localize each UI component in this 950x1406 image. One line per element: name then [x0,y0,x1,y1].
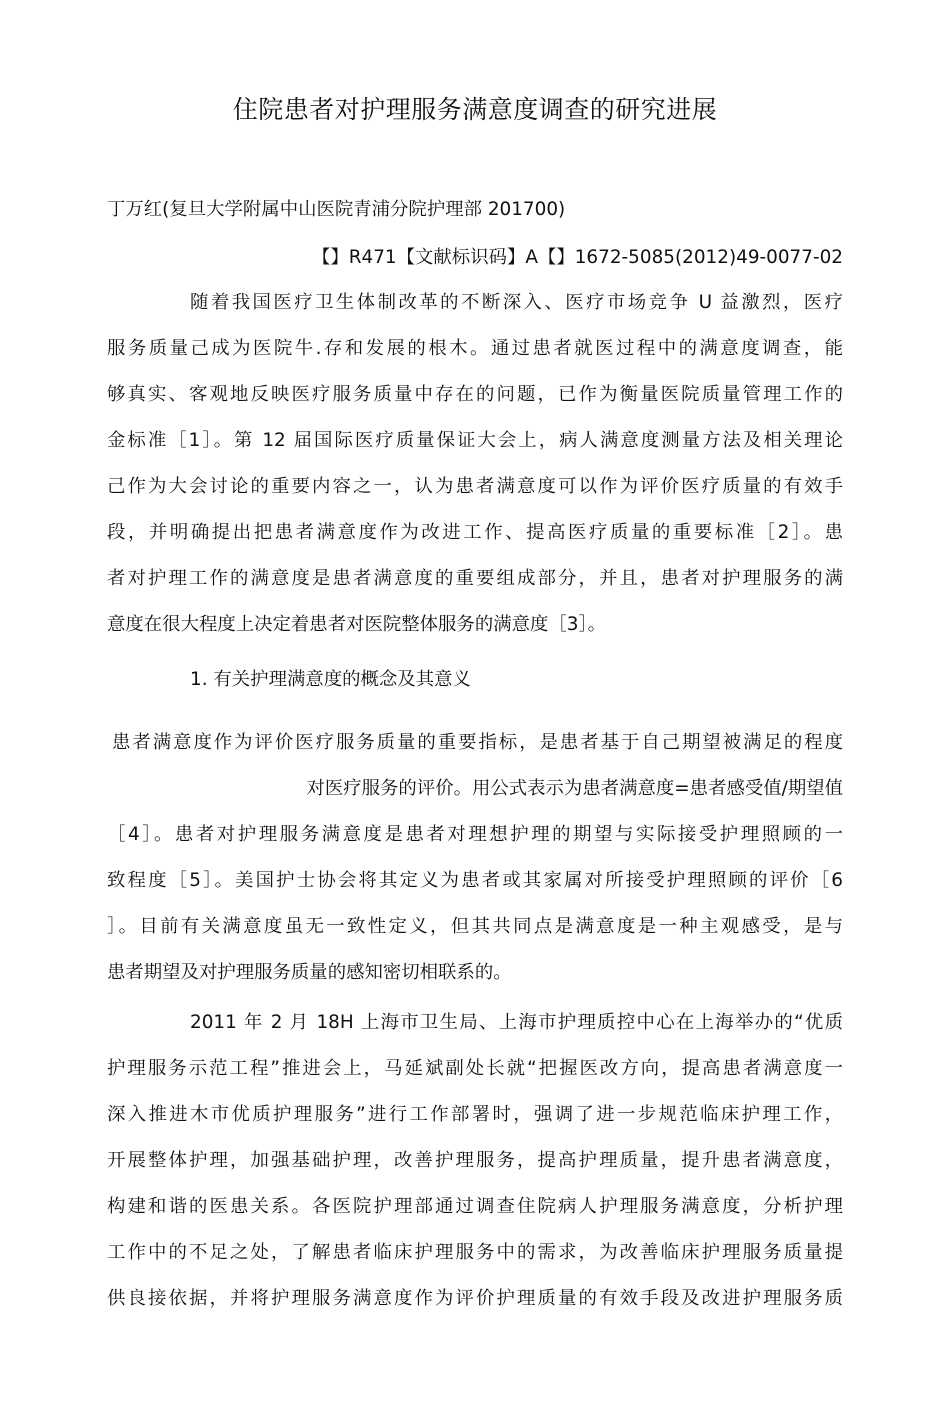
paragraph-line: 者对护理工作的满意度是患者满意度的重要组成部分，并且，患者对护理服务的满 [107,568,843,589]
paragraph-line: 对医疗服务的评价。用公式表示为患者满意度=患者感受值/期望值 [306,778,843,799]
paragraph-line: 工作中的不足之处，了解患者临床护理服务中的需求，为改善临床护理服务质量提 [107,1242,843,1263]
paragraph-line: 患者期望及对护理服务质量的感知密切相联系的。 [107,962,512,983]
paragraph-line: 致程度［5］。美国护士协会将其定义为患者或其家属对所接受护理照顾的评价［6 [107,870,843,891]
document-title: 住院患者对护理服务满意度调查的研究进展 [232,95,718,124]
classification-line: 【】R471【文献标识码】A【】1672-5085(2012)49-0077-02 [311,247,843,268]
paragraph-line: 构建和谐的医患关系。各医院护理部通过调查住院病人护理服务满意度，分析护理 [107,1196,843,1217]
paragraph-line: 开展整体护理，加强基础护理，改善护理服务，提高护理质量，提升患者满意度， [107,1150,843,1171]
paragraph-line: 深入推进木市优质护理服务”进行工作部署时，强调了进一步规范临床护理工作， [107,1104,843,1125]
paragraph-line: 金标准［1］。第 12 届国际医疗质量保证大会上，病人满意度测量方法及相关理论 [107,430,843,451]
paragraph-line: 服务质量己成为医院牛.存和发展的根木。通过患者就医过程中的满意度调查，能 [107,338,843,359]
paragraph-line: 护理服务示范工程”推进会上，马延斌副处长就“把握医改方向，提高患者满意度一 [107,1058,843,1079]
paragraph-line: 2011 年 2 月 18H 上海市卫生局、上海市护理质控中心在上海举办的“优质 [190,1012,843,1033]
section-heading: 1. 有关护理满意度的概念及其意义 [190,669,471,690]
paragraph-line: ［4］。患者对护理服务满意度是患者对理想护理的期望与实际接受护理照顾的一 [107,824,843,845]
author-affiliation: 丁万红(复旦大学附属中山医院青浦分院护理部 201700) [107,199,566,220]
paragraph-line: 己作为大会讨论的重要内容之一，认为患者满意度可以作为评价医疗质量的有效手 [107,476,843,497]
paragraph-line: 够真实、客观地反映医疗服务质量中存在的问题，已作为衡量医院质量管理工作的 [107,384,843,405]
paragraph-line: 随着我国医疗卫生体制改革的不断深入、医疗市场竞争 U 益激烈，医疗 [190,292,843,313]
paragraph-line: 供良接依据，并将护理服务满意度作为评价护理质量的有效手段及改进护理服务质 [107,1288,843,1309]
paragraph-line: ］。目前有关满意度虽无一致性定义，但其共同点是满意度是一种主观感受，是与 [107,916,843,937]
paragraph-line: 段，并明确提出把患者满意度作为改进工作、提高医疗质量的重要标准［2］。患 [107,522,843,543]
paragraph-line: 患者满意度作为评价医疗服务质量的重要指标，是患者基于自己期望被满足的程度 [112,732,843,753]
paragraph-line: 意度在很大程度上决定着患者对医院整体服务的满意度［3］。 [107,614,607,635]
